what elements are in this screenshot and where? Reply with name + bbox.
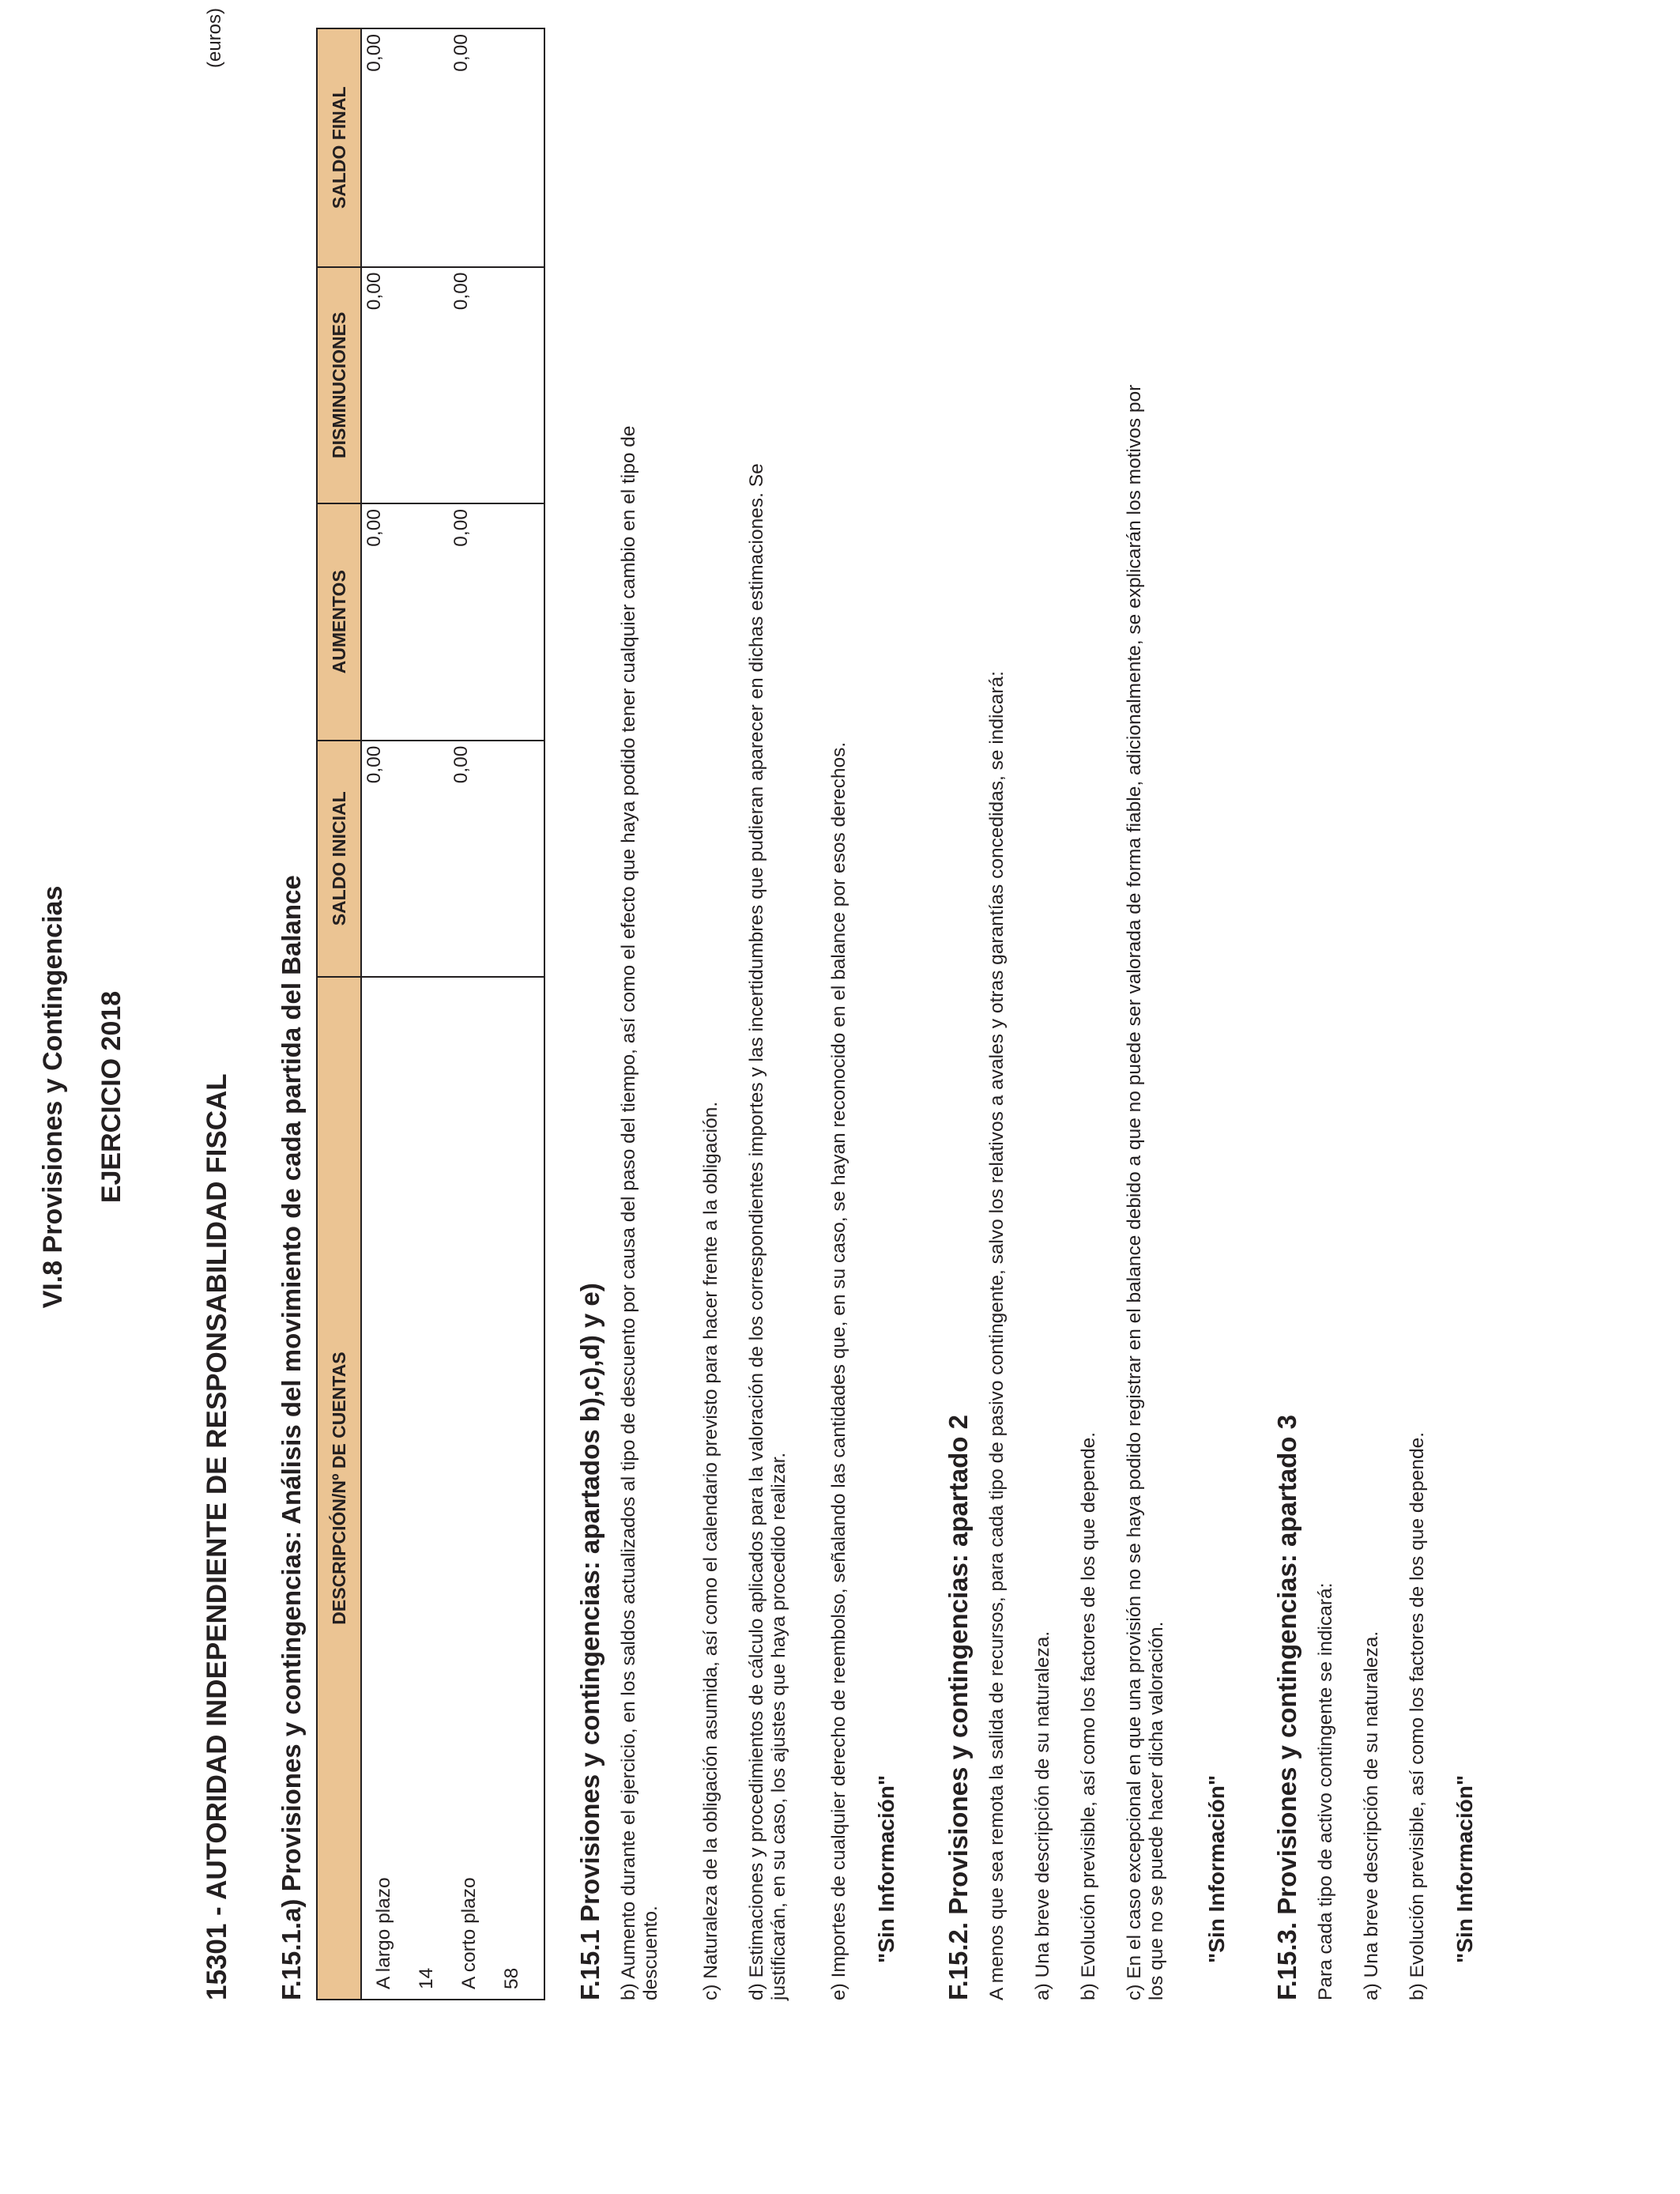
exercise-year: EJERCICIO 2018 bbox=[96, 990, 126, 1204]
column-header-saldo-final: SALDO FINAL bbox=[328, 86, 349, 209]
section1-no-info: "Sin Información" bbox=[874, 1774, 898, 1963]
column-header-description: DESCRIPCIÓN/Nº DE CUENTAS bbox=[318, 976, 360, 1999]
section1-c: c) Naturaleza de la obligación asumida, así como el calendario previsto para hacer frente a la obligación. bbox=[700, 1101, 721, 2000]
table-header-row bbox=[318, 29, 362, 1999]
row-2-aumentos: 0,00 bbox=[450, 509, 472, 547]
row-1-account: 14 bbox=[416, 1967, 437, 1989]
section1-b-line1: b) Aumento durante el ejercicio, en los saldos actualizados al tipo de descuento por causa del paso del tiempo, así como el efecto que haya podido tener cualquier cambio en el tipo de bbox=[618, 425, 639, 2000]
page-title: VI.8 Provisiones y Contingencias bbox=[38, 885, 68, 1309]
row-1-saldo-inicial: 0,00 bbox=[363, 745, 385, 784]
saldo-final-column bbox=[362, 29, 544, 266]
section1-b-line2: descuento. bbox=[640, 1906, 661, 2000]
row-1-description: A largo plazo bbox=[373, 1877, 394, 1989]
section1-d-line2: justificarán, en su caso, los ajustes que haya procedido realizar. bbox=[768, 1452, 789, 2000]
aumentos-column bbox=[362, 503, 544, 740]
column-header-aumentos: AUMENTOS bbox=[318, 503, 360, 740]
section2-intro: A menos que sea remota la salida de recursos, para cada tipo de pasivo contingente, salvo los relativos a avales y otras garantías concedidas, se indicará: bbox=[986, 671, 1008, 2000]
row-2-saldo-final: 0,00 bbox=[450, 34, 472, 72]
row-2-account: 58 bbox=[501, 1967, 522, 1989]
row-1-saldo-final: 0,00 bbox=[363, 34, 385, 72]
provisions-table bbox=[316, 28, 545, 2000]
row-2-disminuciones: 0,00 bbox=[450, 272, 472, 311]
saldo-inicial-column bbox=[362, 740, 544, 977]
section3-intro: Para cada tipo de activo contingente se indicará: bbox=[1315, 1582, 1336, 2000]
section2-title: F.15.2. Provisiones y contingencias: apartado 2 bbox=[944, 1415, 973, 2000]
currency-unit: (euros) bbox=[204, 7, 225, 68]
section1-d-line1: d) Estimaciones y procedimientos de cálculo aplicados para la valoración de los correspondientes importes y las incertidumbres que pudieran aparecer en dichas estimaciones. Se bbox=[746, 463, 767, 2000]
section2-b: b) Evolución previsible, así como los factores de los que depende. bbox=[1078, 1431, 1099, 2000]
table-body bbox=[362, 29, 544, 1999]
section3-a: a) Una breve descripción de su naturaleza. bbox=[1361, 1630, 1382, 2000]
column-header-disminuciones: DISMINUCIONES bbox=[318, 266, 360, 503]
row-1-disminuciones: 0,00 bbox=[363, 272, 385, 311]
entity-name: 15301 - AUTORIDAD INDEPENDIENTE DE RESPONSABILIDAD FISCAL bbox=[202, 1073, 232, 2000]
column-header-saldo-inicial: SALDO INICIAL bbox=[318, 740, 360, 977]
section2-c-line1: c) En el caso excepcional en que una provisión no se haya podido registrar en el balance debido a que no puede ser valorada de forma fiable, adicionalmente, se explicarán los motivos por bbox=[1124, 384, 1145, 2000]
section2-c-line2: los que no se puede hacer dicha valoración. bbox=[1146, 1621, 1167, 2000]
section3-title: F.15.3. Provisiones y contingencias: apartado 3 bbox=[1272, 1415, 1301, 2000]
table-section-title: F.15.1.a) Provisiones y contingencias: Análisis del movimiento de cada partida del Balance bbox=[277, 875, 306, 2000]
section2-a: a) Una breve descripción de su naturaleza. bbox=[1032, 1630, 1053, 2000]
section2-no-info: "Sin Información" bbox=[1204, 1774, 1229, 1963]
section1-title: F.15.1 Provisiones y contingencias: apartados b),c),d) y e) bbox=[575, 1283, 605, 2000]
section3-no-info: "Sin Información" bbox=[1452, 1774, 1477, 1963]
row-2-saldo-inicial: 0,00 bbox=[450, 745, 472, 784]
section3-b: b) Evolución previsible, así como los factores de los que depende. bbox=[1407, 1431, 1428, 2000]
row-1-aumentos: 0,00 bbox=[363, 509, 385, 547]
row-2-description: A corto plazo bbox=[458, 1877, 480, 1989]
description-column bbox=[362, 976, 544, 1999]
disminuciones-column bbox=[362, 266, 544, 503]
section1-e: e) Importes de cualquier derecho de reembolso, señalando las cantidades que, en su caso, se hayan reconocido en el balance por esos derechos. bbox=[828, 741, 849, 2000]
